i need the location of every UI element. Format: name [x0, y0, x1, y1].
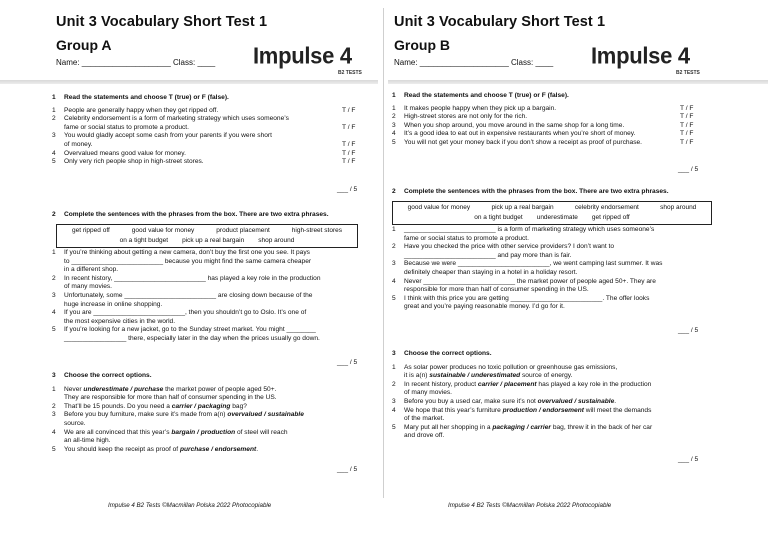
word-box-phrase: underestimate — [536, 214, 578, 221]
name-class-field: Name: ____________________ Class: ____ — [394, 58, 554, 67]
word-box-phrase: shop around — [258, 237, 295, 244]
tf-item: 5 Only very rich people shop in high-street stores. T / F — [52, 158, 364, 167]
tf-item: 4 It’s a good idea to eat out in expensive restaurants when you’re short of money. T / F — [392, 130, 702, 139]
logo-subtitle: B2 TESTS — [676, 70, 700, 76]
word-box-phrase: celebrity endorsement — [574, 204, 639, 211]
true-false-choice[interactable]: T / F — [342, 123, 356, 131]
tf-item: 2 High-street stores are not only for the rich. T / F — [392, 113, 702, 122]
true-false-choice[interactable]: T / F — [680, 138, 694, 146]
true-false-choice[interactable]: T / F — [680, 130, 694, 138]
word-box-phrase: good value for money — [131, 227, 195, 234]
choice-item[interactable]: 5 Mary put all her shopping in a packaging / carrier bag, threw it in the back of her car — [392, 423, 653, 431]
exercise-1-score: ___ / 5 — [337, 186, 358, 193]
tf-item: 2 Celebrity endorsement is a form of marketing strategy which uses someone’s — [52, 115, 289, 123]
choice-item[interactable]: 2 That’ll be 15 pounds. Do you need a carrier / packaging bag? — [52, 402, 247, 410]
group-label: Group B — [394, 37, 450, 53]
exercise-1-instruction: 1 Read the statements and choose T (true) or F (false). — [52, 94, 229, 101]
word-box-phrase: product placement — [216, 227, 270, 234]
true-false-choice[interactable]: T / F — [680, 121, 694, 129]
gap-item[interactable]: 1 _________________________ is a form of marketing strategy which uses someone’s — [392, 226, 655, 233]
choice-item[interactable]: 3 Before you buy a used car, make sure it’s not overvalued / sustainable. — [392, 397, 617, 405]
gap-item[interactable]: 2 Have you checked the price with other service providers? I don’t want to — [392, 243, 615, 251]
exercise-2-heading: 2 Complete the sentences with the phrases from the box. There are two extra phrases. — [52, 211, 329, 218]
choice-item[interactable]: 1 Never underestimate / purchase the market power of people aged 50+. — [52, 385, 277, 393]
gap-item[interactable]: 4 If you are _________________________, then you shouldn’t go to Oslo. It’s one of — [52, 309, 307, 317]
group-b-page — [384, 0, 768, 543]
exercise-3-score: ___ / 5 — [678, 456, 699, 463]
word-box-phrase: good value for money — [407, 204, 471, 211]
name-class-field: Name: ____________________ Class: ____ — [56, 58, 216, 67]
header-rule — [388, 80, 768, 84]
word-box-phrase: high-street stores — [291, 227, 342, 234]
exercise-1: 1 Read the statements and choose T (true) or F (false). 1 It makes people happy when they pick up a bargain. T / F 2 High-street stores are not only for the rich. T / F 3 When you shop around, you move around in the same shop for a long time. T / F 4 It’s a good idea to eat out in expensive restaurants when you’re short of money. T / F 5 You will not get your money back if you don’t show a receipt as proof of purchase. T / F — [392, 92, 702, 148]
choice-item[interactable]: 1 As solar power produces no toxic pollution or greenhouse gas emissions, — [392, 363, 618, 371]
true-false-choice[interactable]: T / F — [342, 140, 356, 148]
tf-item: 3 You would gladly accept some cash from your parents if you were short — [52, 132, 272, 140]
tf-item: 3 When you shop around, you move around in the same shop for a long time. T / F — [392, 122, 702, 131]
exercise-3: 3 Choose the correct options. 1 Never underestimate / purchase the market power of people aged 50+. They are responsible for more than half of consumer spending in the US. 2 That’ll be 15 pounds. Do you need a carrier / packaging bag? 3 Before you buy furniture, make sure it’s made from a(n) overvalued / sustainable source. 4 We are all convinced that this year’s bargain / production of steel will reach an all-time high. 5 You should keep the receipt as proof of purchase / endorsement. — [52, 372, 364, 454]
true-false-choice[interactable]: T / F — [680, 104, 694, 112]
word-box-phrase: on a tight budget — [474, 214, 523, 221]
true-false-choice[interactable]: T / F — [680, 113, 694, 121]
exercise-2-heading: 2 Complete the sentences with the phrases from the box. There are two extra phrases. — [392, 188, 669, 195]
word-box-phrase: on a tight budget — [119, 237, 169, 244]
choice-item[interactable]: 4 We are all convinced that this year’s bargain / production of steel will reach — [52, 428, 288, 436]
choice-item[interactable]: 2 In recent history, product carrier / placement has played a key role in the production — [392, 380, 652, 388]
exercise-2: 1 _________________________ is a form of marketing strategy which uses someone’s fame or social status to promote a product. 2 Have you checked the price with other service providers? I don’t want to _________________________ and pay more than is fair. 3 Because we were _________________________, we went camping last summer. It was definitely cheaper than staying in a hotel in a holiday resort. 4 Never _________________________ the market power of people aged 50+. They are responsible for more than half of consumer spending in the US. 5 I think with this price you are getting _________________________. The offer looks great and you’re paying reasonable money. I’d go for it. — [392, 226, 704, 312]
exercise-3-score: ___ / 5 — [337, 466, 358, 473]
choice-item[interactable]: 4 We hope that this year’s furniture production / endorsement will meet the demands — [392, 406, 652, 414]
tf-item: 5 You will not get your money back if you don’t show a receipt as proof of purchase. T / F — [392, 139, 702, 148]
exercise-2: 1 If you’re thinking about getting a new camera, don’t buy the first one you see. It pays to _________________________ because you might find the same camera cheaper in a different shop. 2 In recent history, _________________________ has played a key role in the production of many movies. 3 Unfortunately, some _________________________ are closing down because of the huge increase in online shopping. 4 If you are _________________________, then you shouldn’t go to Oslo. It’s one of the most expensive cities in the world. 5 If you’re looking for a new jacket, go to the Sunday street market. You might ________ _________________ there, especially later in the day when the prices usually go down. — [52, 249, 364, 344]
word-box-phrase: pick up a real bargain — [182, 237, 245, 244]
gap-item[interactable]: 4 Never _________________________ the market power of people aged 50+. They are — [392, 277, 656, 285]
footer-copyright: Impulse 4 B2 Tests ©Macmillan Polska 2022 Photocopiable — [108, 502, 272, 509]
group-label: Group A — [56, 37, 112, 53]
exercise-3: 3 Choose the correct options. 1 As solar power produces no toxic pollution or greenhouse gas emissions, it is a(n) sustainable / underestimated source of energy. 2 In recent history, product carrier / placement has played a key role in the production of many movies. 3 Before you buy a used car, make sure it’s not overvalued / sustainable. 4 We hope that this year’s furniture production / endorsement will meet the demands of the market. 5 Mary put all her shopping in a packaging / carrier bag, threw it in the back of her car and drove off. — [392, 350, 704, 441]
tf-item: 1 People are generally happy when they get ripped off. T / F — [52, 107, 364, 116]
logo-subtitle: B2 TESTS — [338, 70, 362, 76]
exercise-2-score: ___ / 5 — [678, 327, 699, 334]
tf-item: 1 It makes people happy when they pick up a bargain. T / F — [392, 105, 702, 114]
page-title: Unit 3 Vocabulary Short Test 1 — [56, 14, 268, 30]
gap-item[interactable]: 1 If you’re thinking about getting a new camera, don’t buy the first one you see. It pays — [52, 249, 310, 256]
exercise-2-score: ___ / 5 — [337, 359, 358, 366]
gap-item[interactable]: 2 In recent history, _________________________ has played a key role in the production — [52, 274, 321, 282]
tf-item: 4 Overvalued means good value for money. T / F — [52, 150, 364, 159]
word-box-phrase: get ripped off — [591, 214, 630, 221]
word-box-phrase: shop around — [660, 204, 697, 211]
gap-item[interactable]: 5 I think with this price you are getting _________________________. The offer looks — [392, 294, 650, 302]
gap-item[interactable]: 5 If you’re looking for a new jacket, go to the Sunday street market. You might ________ — [52, 326, 316, 334]
choice-item[interactable]: 5 You should keep the receipt as proof of purchase / endorsement. — [52, 445, 259, 453]
true-false-choice[interactable]: T / F — [342, 158, 356, 166]
true-false-choice[interactable]: T / F — [342, 106, 356, 114]
page-title: Unit 3 Vocabulary Short Test 1 — [394, 14, 606, 30]
gap-item[interactable]: 3 Because we were _________________________, we went camping last summer. It was — [392, 260, 663, 268]
impulse-logo: Impulse 4 — [591, 42, 690, 69]
word-box-phrase: pick up a real bargain — [491, 204, 554, 211]
word-box-phrase: get ripped off — [71, 227, 110, 234]
exercise-1-score: ___ / 5 — [678, 166, 699, 173]
true-false-choice[interactable]: T / F — [342, 149, 356, 157]
word-box — [392, 201, 712, 225]
exercise-1: 1 Read the statements and choose T (true) or F (false). 1 People are generally happy when they get ripped off. T / F 2 Celebrity endorsement is a form of marketing strategy which uses someone’s fame or social status to promote a product. T / F 3 You would gladly accept some cash from your parents if you were short of money. T / F 4 Overvalued means good value for money. T / F 5 Only very rich people shop in high-street stores. T / F — [52, 94, 364, 167]
choice-item[interactable]: 3 Before you buy furniture, make sure it’s made from a(n) overvalued / sustainable — [52, 411, 304, 419]
gap-item[interactable]: 3 Unfortunately, some _________________________ are closing down because of the — [52, 291, 313, 299]
footer-copyright: Impulse 4 B2 Tests ©Macmillan Polska 2022 Photocopiable — [448, 502, 612, 509]
impulse-logo: Impulse 4 — [253, 42, 352, 69]
header-rule — [0, 80, 378, 84]
word-box — [56, 224, 358, 248]
